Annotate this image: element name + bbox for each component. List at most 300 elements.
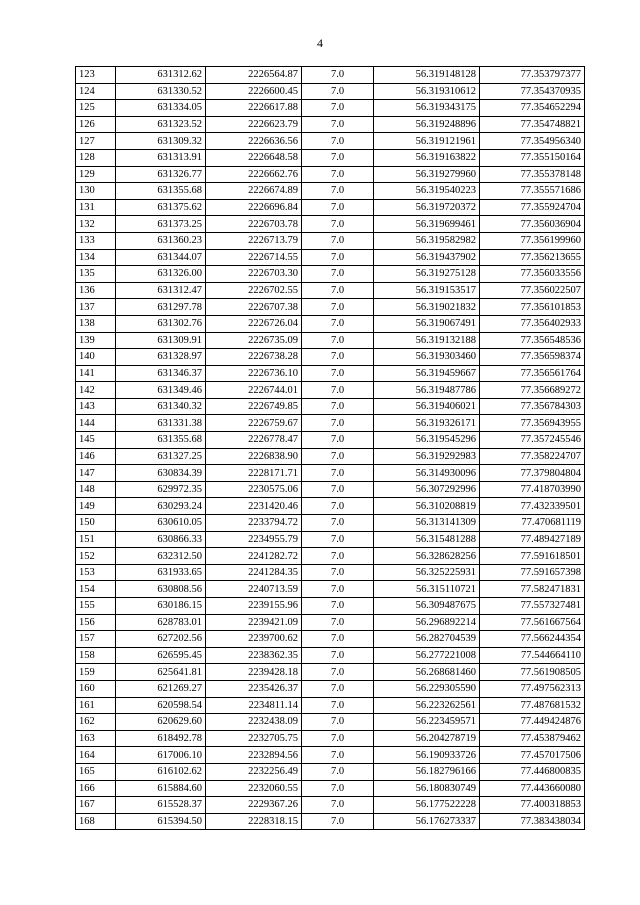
- point-number-cell: 157: [76, 631, 116, 648]
- height-cell: 7.0: [302, 398, 374, 415]
- x-coordinate-cell: 630834.39: [116, 465, 206, 482]
- longitude-cell: 77.489427189: [480, 531, 585, 548]
- height-cell: 7.0: [302, 199, 374, 216]
- table-row: [76, 67, 585, 84]
- point-number-cell: 167: [76, 797, 116, 814]
- longitude-cell: 77.561667564: [480, 614, 585, 631]
- longitude-cell: 77.356199960: [480, 232, 585, 249]
- longitude-cell: 77.353797377: [480, 67, 585, 84]
- height-cell: 7.0: [302, 232, 374, 249]
- x-coordinate-cell: 632312.50: [116, 548, 206, 565]
- longitude-cell: 77.449424876: [480, 714, 585, 731]
- longitude-cell: 77.356548536: [480, 332, 585, 349]
- height-cell: 7.0: [302, 697, 374, 714]
- longitude-cell: 77.443660080: [480, 780, 585, 797]
- x-coordinate-cell: 616102.62: [116, 763, 206, 780]
- latitude-cell: 56.182796166: [374, 763, 480, 780]
- x-coordinate-cell: 631373.25: [116, 216, 206, 233]
- point-number-cell: 145: [76, 432, 116, 449]
- y-coordinate-cell: 2226736.10: [206, 365, 302, 382]
- y-coordinate-cell: 2234955.79: [206, 531, 302, 548]
- longitude-cell: 77.457017506: [480, 747, 585, 764]
- x-coordinate-cell: 630866.33: [116, 531, 206, 548]
- x-coordinate-cell: 631297.78: [116, 299, 206, 316]
- longitude-cell: 77.470681119: [480, 515, 585, 532]
- x-coordinate-cell: 631344.07: [116, 249, 206, 266]
- point-number-cell: 123: [76, 67, 116, 84]
- longitude-cell: 77.561908505: [480, 664, 585, 681]
- y-coordinate-cell: 2232705.75: [206, 730, 302, 747]
- y-coordinate-cell: 2226707.38: [206, 299, 302, 316]
- height-cell: 7.0: [302, 332, 374, 349]
- latitude-cell: 56.319437902: [374, 249, 480, 266]
- height-cell: 7.0: [302, 747, 374, 764]
- x-coordinate-cell: 617006.10: [116, 747, 206, 764]
- x-coordinate-cell: 631328.97: [116, 349, 206, 366]
- x-coordinate-cell: 631327.25: [116, 448, 206, 465]
- table-row: [76, 83, 585, 100]
- x-coordinate-cell: 631326.77: [116, 166, 206, 183]
- x-coordinate-cell: 631326.00: [116, 266, 206, 283]
- latitude-cell: 56.319487786: [374, 382, 480, 399]
- x-coordinate-cell: 631312.47: [116, 282, 206, 299]
- height-cell: 7.0: [302, 216, 374, 233]
- latitude-cell: 56.319406021: [374, 398, 480, 415]
- point-number-cell: 126: [76, 116, 116, 133]
- page-number: 4: [317, 36, 323, 50]
- table-row: [76, 498, 585, 515]
- y-coordinate-cell: 2226726.04: [206, 315, 302, 332]
- x-coordinate-cell: 615394.50: [116, 813, 206, 830]
- table-row: [76, 680, 585, 697]
- height-cell: 7.0: [302, 647, 374, 664]
- latitude-cell: 56.309487675: [374, 598, 480, 615]
- height-cell: 7.0: [302, 598, 374, 615]
- longitude-cell: 77.591657398: [480, 564, 585, 581]
- y-coordinate-cell: 2238362.35: [206, 647, 302, 664]
- latitude-cell: 56.223459571: [374, 714, 480, 731]
- longitude-cell: 77.383438034: [480, 813, 585, 830]
- y-coordinate-cell: 2239421.09: [206, 614, 302, 631]
- table-row: [76, 166, 585, 183]
- point-number-cell: 158: [76, 647, 116, 664]
- table-row: [76, 631, 585, 648]
- y-coordinate-cell: 2232060.55: [206, 780, 302, 797]
- table-row: [76, 564, 585, 581]
- point-number-cell: 131: [76, 199, 116, 216]
- x-coordinate-cell: 631334.05: [116, 100, 206, 117]
- x-coordinate-cell: 631375.62: [116, 199, 206, 216]
- latitude-cell: 56.319343175: [374, 100, 480, 117]
- longitude-cell: 77.557327481: [480, 598, 585, 615]
- table-row: [76, 232, 585, 249]
- x-coordinate-cell: 630293.24: [116, 498, 206, 515]
- longitude-cell: 77.355150164: [480, 149, 585, 166]
- latitude-cell: 56.319459667: [374, 365, 480, 382]
- latitude-cell: 56.314930096: [374, 465, 480, 482]
- point-number-cell: 154: [76, 581, 116, 598]
- point-number-cell: 144: [76, 415, 116, 432]
- height-cell: 7.0: [302, 183, 374, 200]
- latitude-cell: 56.319326171: [374, 415, 480, 432]
- longitude-cell: 77.356561764: [480, 365, 585, 382]
- point-number-cell: 162: [76, 714, 116, 731]
- point-number-cell: 150: [76, 515, 116, 532]
- table-row: [76, 382, 585, 399]
- x-coordinate-cell: 630808.56: [116, 581, 206, 598]
- point-number-cell: 161: [76, 697, 116, 714]
- table-row: [76, 183, 585, 200]
- latitude-cell: 56.319153517: [374, 282, 480, 299]
- y-coordinate-cell: 2226744.01: [206, 382, 302, 399]
- y-coordinate-cell: 2226778.47: [206, 432, 302, 449]
- x-coordinate-cell: 631331.38: [116, 415, 206, 432]
- height-cell: 7.0: [302, 315, 374, 332]
- x-coordinate-cell: 615528.37: [116, 797, 206, 814]
- x-coordinate-cell: 626595.45: [116, 647, 206, 664]
- table-row: [76, 598, 585, 615]
- x-coordinate-cell: 628783.01: [116, 614, 206, 631]
- longitude-cell: 77.497562313: [480, 680, 585, 697]
- height-cell: 7.0: [302, 349, 374, 366]
- x-coordinate-cell: 631309.91: [116, 332, 206, 349]
- table-row: [76, 199, 585, 216]
- point-number-cell: 165: [76, 763, 116, 780]
- height-cell: 7.0: [302, 714, 374, 731]
- point-number-cell: 148: [76, 481, 116, 498]
- height-cell: 7.0: [302, 83, 374, 100]
- height-cell: 7.0: [302, 813, 374, 830]
- x-coordinate-cell: 631355.68: [116, 183, 206, 200]
- longitude-cell: 77.356213655: [480, 249, 585, 266]
- coordinates-table: [75, 66, 585, 830]
- y-coordinate-cell: 2230575.06: [206, 481, 302, 498]
- longitude-cell: 77.356402933: [480, 315, 585, 332]
- height-cell: 7.0: [302, 249, 374, 266]
- latitude-cell: 56.177522228: [374, 797, 480, 814]
- y-coordinate-cell: 2228318.15: [206, 813, 302, 830]
- latitude-cell: 56.319121961: [374, 133, 480, 150]
- height-cell: 7.0: [302, 299, 374, 316]
- height-cell: 7.0: [302, 266, 374, 283]
- coordinates-table-body: [76, 67, 585, 830]
- y-coordinate-cell: 2226735.09: [206, 332, 302, 349]
- table-row: [76, 116, 585, 133]
- longitude-cell: 77.544664110: [480, 647, 585, 664]
- point-number-cell: 164: [76, 747, 116, 764]
- y-coordinate-cell: 2228171.71: [206, 465, 302, 482]
- y-coordinate-cell: 2239700.62: [206, 631, 302, 648]
- x-coordinate-cell: 631323.52: [116, 116, 206, 133]
- point-number-cell: 125: [76, 100, 116, 117]
- longitude-cell: 77.356943955: [480, 415, 585, 432]
- height-cell: 7.0: [302, 664, 374, 681]
- point-number-cell: 152: [76, 548, 116, 565]
- table-row: [76, 432, 585, 449]
- table-row: [76, 266, 585, 283]
- height-cell: 7.0: [302, 614, 374, 631]
- point-number-cell: 142: [76, 382, 116, 399]
- height-cell: 7.0: [302, 548, 374, 565]
- x-coordinate-cell: 631933.65: [116, 564, 206, 581]
- y-coordinate-cell: 2232894.56: [206, 747, 302, 764]
- y-coordinate-cell: 2226636.56: [206, 133, 302, 150]
- longitude-cell: 77.355571686: [480, 183, 585, 200]
- y-coordinate-cell: 2226713.79: [206, 232, 302, 249]
- height-cell: 7.0: [302, 382, 374, 399]
- longitude-cell: 77.582471831: [480, 581, 585, 598]
- height-cell: 7.0: [302, 133, 374, 150]
- height-cell: 7.0: [302, 116, 374, 133]
- table-row: [76, 249, 585, 266]
- latitude-cell: 56.310208819: [374, 498, 480, 515]
- y-coordinate-cell: 2226696.84: [206, 199, 302, 216]
- longitude-cell: 77.356101853: [480, 299, 585, 316]
- height-cell: 7.0: [302, 432, 374, 449]
- y-coordinate-cell: 2226714.55: [206, 249, 302, 266]
- table-row: [76, 548, 585, 565]
- point-number-cell: 143: [76, 398, 116, 415]
- latitude-cell: 56.180830749: [374, 780, 480, 797]
- latitude-cell: 56.319163822: [374, 149, 480, 166]
- y-coordinate-cell: 2241284.35: [206, 564, 302, 581]
- y-coordinate-cell: 2226662.76: [206, 166, 302, 183]
- y-coordinate-cell: 2226749.85: [206, 398, 302, 415]
- point-number-cell: 127: [76, 133, 116, 150]
- longitude-cell: 77.446800835: [480, 763, 585, 780]
- table-row: [76, 465, 585, 482]
- point-number-cell: 129: [76, 166, 116, 183]
- x-coordinate-cell: 631349.46: [116, 382, 206, 399]
- table-row: [76, 216, 585, 233]
- latitude-cell: 56.319148128: [374, 67, 480, 84]
- latitude-cell: 56.319720372: [374, 199, 480, 216]
- x-coordinate-cell: 631313.91: [116, 149, 206, 166]
- point-number-cell: 163: [76, 730, 116, 747]
- latitude-cell: 56.176273337: [374, 813, 480, 830]
- point-number-cell: 151: [76, 531, 116, 548]
- y-coordinate-cell: 2226674.89: [206, 183, 302, 200]
- latitude-cell: 56.328628256: [374, 548, 480, 565]
- point-number-cell: 159: [76, 664, 116, 681]
- longitude-cell: 77.356598374: [480, 349, 585, 366]
- y-coordinate-cell: 2226703.30: [206, 266, 302, 283]
- height-cell: 7.0: [302, 531, 374, 548]
- height-cell: 7.0: [302, 415, 374, 432]
- height-cell: 7.0: [302, 498, 374, 515]
- longitude-cell: 77.566244354: [480, 631, 585, 648]
- point-number-cell: 124: [76, 83, 116, 100]
- longitude-cell: 77.418703990: [480, 481, 585, 498]
- table-row: [76, 763, 585, 780]
- point-number-cell: 136: [76, 282, 116, 299]
- y-coordinate-cell: 2240713.59: [206, 581, 302, 598]
- latitude-cell: 56.315110721: [374, 581, 480, 598]
- longitude-cell: 77.356033556: [480, 266, 585, 283]
- point-number-cell: 153: [76, 564, 116, 581]
- longitude-cell: 77.355378148: [480, 166, 585, 183]
- point-number-cell: 166: [76, 780, 116, 797]
- table-row: [76, 797, 585, 814]
- x-coordinate-cell: 631312.62: [116, 67, 206, 84]
- point-number-cell: 134: [76, 249, 116, 266]
- longitude-cell: 77.354370935: [480, 83, 585, 100]
- height-cell: 7.0: [302, 763, 374, 780]
- latitude-cell: 56.319275128: [374, 266, 480, 283]
- table-row: [76, 813, 585, 830]
- y-coordinate-cell: 2235426.37: [206, 680, 302, 697]
- latitude-cell: 56.319582982: [374, 232, 480, 249]
- latitude-cell: 56.319132188: [374, 332, 480, 349]
- y-coordinate-cell: 2239428.18: [206, 664, 302, 681]
- height-cell: 7.0: [302, 465, 374, 482]
- table-row: [76, 332, 585, 349]
- latitude-cell: 56.190933726: [374, 747, 480, 764]
- y-coordinate-cell: 2226600.45: [206, 83, 302, 100]
- table-row: [76, 282, 585, 299]
- y-coordinate-cell: 2226648.58: [206, 149, 302, 166]
- longitude-cell: 77.487681532: [480, 697, 585, 714]
- x-coordinate-cell: 621269.27: [116, 680, 206, 697]
- x-coordinate-cell: 620629.60: [116, 714, 206, 731]
- longitude-cell: 77.354748821: [480, 116, 585, 133]
- table-row: [76, 415, 585, 432]
- longitude-cell: 77.358224707: [480, 448, 585, 465]
- height-cell: 7.0: [302, 448, 374, 465]
- table-row: [76, 398, 585, 415]
- longitude-cell: 77.432339501: [480, 498, 585, 515]
- height-cell: 7.0: [302, 282, 374, 299]
- latitude-cell: 56.319310612: [374, 83, 480, 100]
- latitude-cell: 56.229305590: [374, 680, 480, 697]
- point-number-cell: 140: [76, 349, 116, 366]
- x-coordinate-cell: 631360.23: [116, 232, 206, 249]
- latitude-cell: 56.325225931: [374, 564, 480, 581]
- y-coordinate-cell: 2229367.26: [206, 797, 302, 814]
- latitude-cell: 56.223262561: [374, 697, 480, 714]
- point-number-cell: 132: [76, 216, 116, 233]
- longitude-cell: 77.354956340: [480, 133, 585, 150]
- longitude-cell: 77.356036904: [480, 216, 585, 233]
- y-coordinate-cell: 2226617.88: [206, 100, 302, 117]
- x-coordinate-cell: 618492.78: [116, 730, 206, 747]
- y-coordinate-cell: 2226759.67: [206, 415, 302, 432]
- longitude-cell: 77.400318853: [480, 797, 585, 814]
- point-number-cell: 139: [76, 332, 116, 349]
- latitude-cell: 56.315481288: [374, 531, 480, 548]
- y-coordinate-cell: 2241282.72: [206, 548, 302, 565]
- latitude-cell: 56.319248896: [374, 116, 480, 133]
- table-row: [76, 697, 585, 714]
- x-coordinate-cell: 620598.54: [116, 697, 206, 714]
- table-row: [76, 481, 585, 498]
- table-row: [76, 515, 585, 532]
- x-coordinate-cell: 631302.76: [116, 315, 206, 332]
- y-coordinate-cell: 2226623.79: [206, 116, 302, 133]
- longitude-cell: 77.355924704: [480, 199, 585, 216]
- y-coordinate-cell: 2232438.09: [206, 714, 302, 731]
- table-row: [76, 780, 585, 797]
- x-coordinate-cell: 631309.32: [116, 133, 206, 150]
- y-coordinate-cell: 2226703.78: [206, 216, 302, 233]
- height-cell: 7.0: [302, 797, 374, 814]
- point-number-cell: 146: [76, 448, 116, 465]
- table-row: [76, 149, 585, 166]
- height-cell: 7.0: [302, 481, 374, 498]
- latitude-cell: 56.268681460: [374, 664, 480, 681]
- point-number-cell: 168: [76, 813, 116, 830]
- latitude-cell: 56.319540223: [374, 183, 480, 200]
- table-row: [76, 315, 585, 332]
- point-number-cell: 135: [76, 266, 116, 283]
- y-coordinate-cell: 2232256.49: [206, 763, 302, 780]
- y-coordinate-cell: 2226838.90: [206, 448, 302, 465]
- height-cell: 7.0: [302, 100, 374, 117]
- height-cell: 7.0: [302, 365, 374, 382]
- latitude-cell: 56.313141309: [374, 515, 480, 532]
- table-row: [76, 581, 585, 598]
- x-coordinate-cell: 615884.60: [116, 780, 206, 797]
- y-coordinate-cell: 2231420.46: [206, 498, 302, 515]
- longitude-cell: 77.591618501: [480, 548, 585, 565]
- table-row: [76, 349, 585, 366]
- latitude-cell: 56.277221008: [374, 647, 480, 664]
- latitude-cell: 56.319021832: [374, 299, 480, 316]
- height-cell: 7.0: [302, 515, 374, 532]
- table-row: [76, 365, 585, 382]
- longitude-cell: 77.357245546: [480, 432, 585, 449]
- x-coordinate-cell: 629972.35: [116, 481, 206, 498]
- latitude-cell: 56.319067491: [374, 315, 480, 332]
- longitude-cell: 77.356784303: [480, 398, 585, 415]
- point-number-cell: 155: [76, 598, 116, 615]
- height-cell: 7.0: [302, 780, 374, 797]
- longitude-cell: 77.354652294: [480, 100, 585, 117]
- table-row: [76, 448, 585, 465]
- y-coordinate-cell: 2226564.87: [206, 67, 302, 84]
- latitude-cell: 56.319699461: [374, 216, 480, 233]
- longitude-cell: 77.453879462: [480, 730, 585, 747]
- y-coordinate-cell: 2239155.96: [206, 598, 302, 615]
- point-number-cell: 141: [76, 365, 116, 382]
- height-cell: 7.0: [302, 730, 374, 747]
- longitude-cell: 77.356022507: [480, 282, 585, 299]
- height-cell: 7.0: [302, 149, 374, 166]
- height-cell: 7.0: [302, 564, 374, 581]
- height-cell: 7.0: [302, 631, 374, 648]
- latitude-cell: 56.296892214: [374, 614, 480, 631]
- x-coordinate-cell: 631355.68: [116, 432, 206, 449]
- table-row: [76, 614, 585, 631]
- y-coordinate-cell: 2233794.72: [206, 515, 302, 532]
- y-coordinate-cell: 2226738.28: [206, 349, 302, 366]
- latitude-cell: 56.282704539: [374, 631, 480, 648]
- x-coordinate-cell: 630610.05: [116, 515, 206, 532]
- x-coordinate-cell: 631340.32: [116, 398, 206, 415]
- height-cell: 7.0: [302, 680, 374, 697]
- point-number-cell: 133: [76, 232, 116, 249]
- table-row: [76, 133, 585, 150]
- table-row: [76, 730, 585, 747]
- x-coordinate-cell: 631330.52: [116, 83, 206, 100]
- height-cell: 7.0: [302, 67, 374, 84]
- point-number-cell: 147: [76, 465, 116, 482]
- x-coordinate-cell: 631346.37: [116, 365, 206, 382]
- latitude-cell: 56.319303460: [374, 349, 480, 366]
- point-number-cell: 128: [76, 149, 116, 166]
- table-row: [76, 100, 585, 117]
- latitude-cell: 56.319545296: [374, 432, 480, 449]
